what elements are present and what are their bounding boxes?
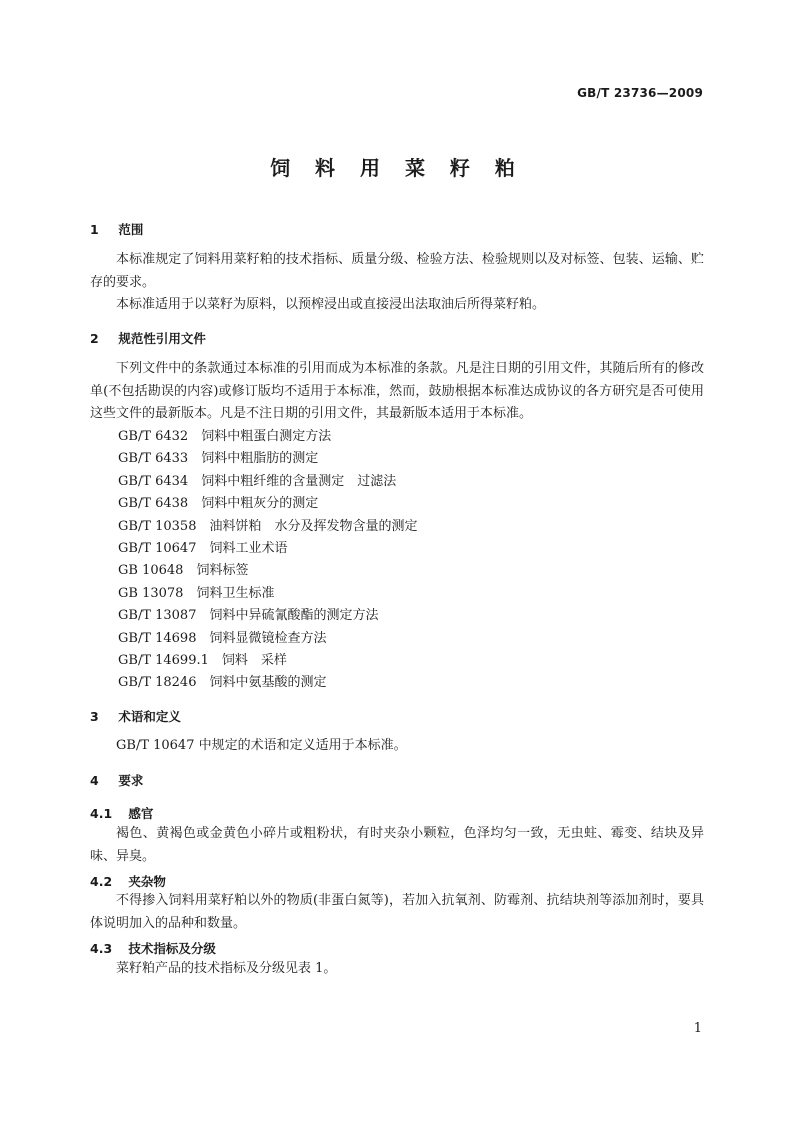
reference-title: 饲料中粗蛋白测定方法 — [201, 429, 332, 444]
reference-title: 饲料 采样 — [221, 653, 287, 668]
section-1-paragraph-2: 本标准适用于以菜籽为原料，以预榨浸出或直接浸出法取油后所得菜籽粕。 — [116, 297, 546, 312]
section-number: 4.2 — [90, 874, 113, 889]
section-4-3-heading — [90, 939, 216, 957]
reference-code: GB/T 10358 — [118, 518, 197, 534]
reference-item — [118, 471, 396, 493]
reference-title: 饲料标签 — [196, 563, 249, 579]
section-4-2-heading — [90, 872, 166, 890]
reference-item — [118, 560, 248, 582]
reference-code: GB 10648 — [118, 563, 184, 579]
reference-title: 饲料中异硫氰酸酯的测定方法 — [209, 608, 379, 624]
reference-item — [118, 538, 288, 560]
section-4-1-heading — [90, 804, 153, 822]
reference-item — [118, 605, 379, 627]
section-4-3-paragraph: 菜籽粕产品的技术指标及分级见表 1。 — [116, 961, 337, 976]
section-title: 感官 — [128, 806, 154, 821]
section-1-paragraph-1: 本标准规定了饲料用菜籽粕的技术指标、质量分级、检验方法、检验规则以及对标签、包装、运输、贮存的要求。 — [90, 252, 704, 290]
reference-code: GB/T 10647 — [118, 541, 197, 556]
reference-item — [118, 516, 418, 538]
reference-title: 饲料中粗纤维的含量测定 过滤法 — [201, 473, 397, 489]
section-2-paragraph-1: 下列文件中的条款通过本标准的引用而成为本标准的条款。凡是注日期的引用文件，其随后所有的修改单(不包括勘误的内容)或修订版均不适用于本标准，然而，鼓励根据本标准达成协议的各方研究是否可使用这些文件的最新版本。凡是不注日期的引用文件，其最新版本适用于本标准。 — [90, 361, 704, 421]
standard-number: GB/T 23736—2009 — [577, 86, 703, 100]
reference-code: GB 13078 — [118, 585, 184, 601]
reference-item — [118, 448, 318, 470]
reference-item — [118, 628, 327, 650]
reference-code: GB/T 13087 — [118, 608, 197, 624]
section-title: 范围 — [118, 222, 144, 237]
section-title: 夹杂物 — [128, 874, 166, 889]
reference-item — [118, 583, 274, 605]
reference-code: GB/T 14699.1 — [118, 653, 209, 668]
reference-title: 饲料中粗灰分的测定 — [201, 496, 319, 512]
section-title: 术语和定义 — [118, 709, 181, 724]
section-1-heading — [90, 220, 143, 238]
section-4-1-paragraph: 褐色、黄褐色或金黄色小碎片或粗粉状，有时夹杂小颗粒，色泽均匀一致，无虫蛀、霉变、结块及异味、异臭。 — [90, 826, 704, 864]
reference-title: 饲料显微镜检查方法 — [209, 630, 327, 646]
reference-item — [118, 426, 331, 448]
reference-code: GB/T 14698 — [118, 630, 197, 646]
reference-code: GB/T 18246 — [118, 675, 197, 691]
section-title: 技术指标及分级 — [128, 941, 216, 956]
section-number: 4 — [90, 773, 99, 788]
section-number: 2 — [90, 331, 99, 346]
reference-title: 油料饼粕 水分及挥发物含量的测定 — [209, 518, 418, 534]
reference-code: GB/T 6438 — [118, 496, 189, 512]
page-number: 1 — [693, 1021, 702, 1036]
section-number: 1 — [90, 222, 99, 237]
section-title: 规范性引用文件 — [118, 331, 206, 346]
section-2-heading — [90, 329, 206, 347]
section-title: 要求 — [118, 773, 144, 788]
section-4-2-paragraph: 不得掺入饲料用菜籽粕以外的物质(非蛋白氮等)，若加入抗氧剂、防霉剂、抗结块剂等添加剂时，要具体说明加入的品种和数量。 — [90, 893, 704, 931]
reference-title: 饲料工业术语 — [209, 541, 288, 556]
reference-code: GB/T 6433 — [118, 451, 189, 467]
section-3-heading — [90, 707, 181, 725]
reference-code: GB/T 6432 — [118, 429, 189, 444]
reference-item — [118, 650, 287, 672]
reference-code: GB/T 6434 — [118, 473, 189, 489]
reference-title: 饲料中粗脂肪的测定 — [201, 451, 319, 467]
reference-title: 饲料卫生标准 — [196, 585, 275, 601]
reference-item — [118, 493, 318, 515]
section-3-paragraph-1: GB/T 10647 中规定的术语和定义适用于本标准。 — [116, 738, 407, 753]
reference-title: 饲料中氨基酸的测定 — [209, 675, 327, 691]
reference-item — [118, 672, 327, 694]
section-4-heading — [90, 771, 143, 789]
section-number: 4.1 — [90, 806, 113, 821]
section-number: 4.3 — [90, 941, 113, 956]
document-title: 饲 料 用 菜 籽 粕 — [270, 156, 524, 180]
section-number: 3 — [90, 709, 99, 724]
